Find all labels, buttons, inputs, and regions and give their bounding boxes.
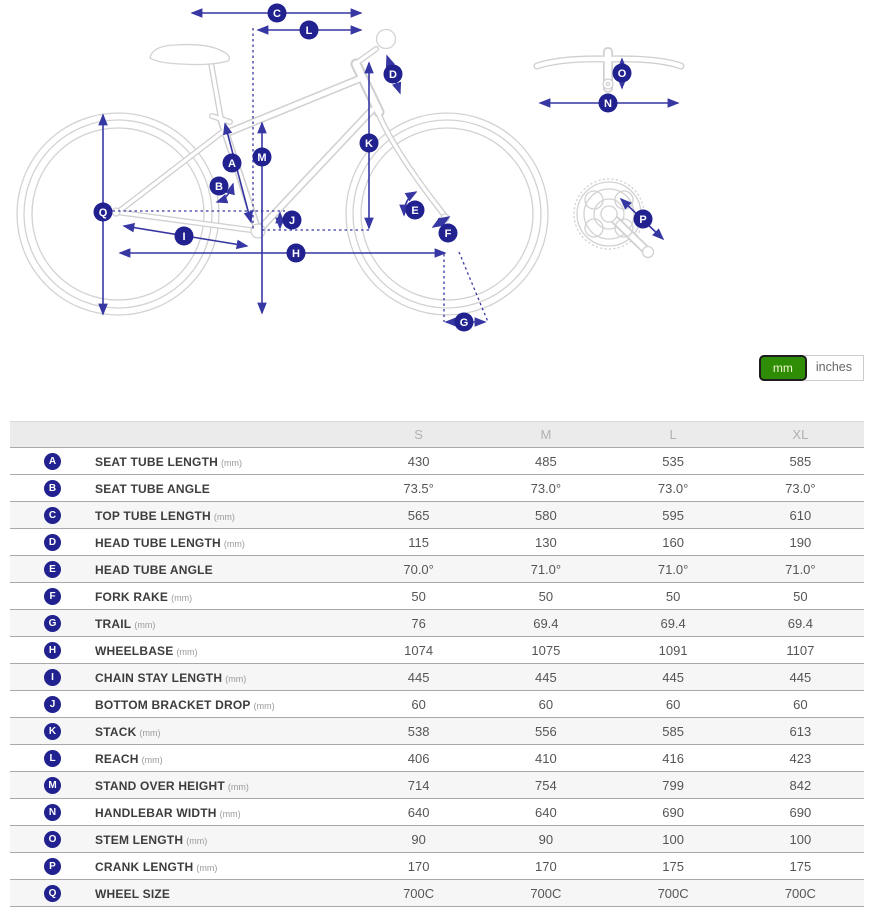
row-unit: (mm) [220, 457, 242, 468]
row-value-l: 700C [657, 885, 689, 901]
svg-text:H: H [292, 247, 300, 260]
row-value-l: 416 [662, 750, 684, 766]
row-letter-badge: A [44, 453, 61, 470]
row-value-xl: 613 [789, 723, 812, 739]
row-unit: (mm) [253, 700, 275, 711]
header-size-m: M [540, 427, 552, 442]
row-value-xl: 1107 [786, 642, 815, 658]
row-value-l: 71.0° [657, 561, 689, 577]
row-unit: (mm) [171, 592, 193, 603]
row-label: WHEEL SIZE [95, 886, 171, 901]
row-letter-badge: N [44, 804, 61, 821]
row-label: STACK [95, 724, 137, 739]
row-value-l: 585 [662, 723, 684, 739]
row-value-xl: 71.0° [785, 561, 816, 577]
row-value-xl: 69.4 [787, 615, 814, 631]
bike-sketch [17, 30, 681, 316]
row-value-m: 69.4 [533, 615, 559, 631]
row-value-xl: 100 [789, 831, 812, 847]
row-value-xl: 175 [789, 858, 812, 874]
row-label: HANDLEBAR WIDTH [95, 805, 217, 820]
table-row [10, 501, 864, 528]
row-label: REACH [95, 751, 139, 766]
row-unit: (mm) [219, 808, 241, 819]
row-value-l: 690 [662, 804, 684, 820]
row-value-s: 115 [408, 534, 429, 550]
row-letter-badge: J [44, 696, 61, 713]
row-value-l: 73.0° [657, 480, 689, 496]
row-letter-badge: M [44, 777, 61, 794]
table-row [10, 852, 864, 879]
row-value-s: 430 [407, 453, 430, 469]
svg-text:G: G [459, 316, 469, 329]
row-letter-badge: L [44, 750, 61, 767]
table-row [10, 690, 864, 717]
row-value-xl: 60 [793, 696, 808, 712]
row-label: SEAT TUBE LENGTH [95, 454, 218, 469]
row-value-l: 60 [665, 696, 681, 712]
row-label: FORK RAKE [95, 589, 169, 604]
row-value-xl: 700C [784, 885, 816, 901]
svg-text:A: A [228, 157, 236, 170]
saddle-sketch [150, 45, 229, 65]
row-value-xl: 423 [789, 750, 812, 766]
row-unit: (mm) [225, 673, 247, 684]
row-value-m: 50 [538, 588, 554, 604]
row-value-xl: 50 [793, 588, 808, 604]
row-label: HEAD TUBE ANGLE [95, 562, 213, 577]
row-label: HEAD TUBE LENGTH [95, 535, 221, 550]
svg-text:L: L [305, 24, 313, 37]
row-value-m: 640 [535, 804, 557, 820]
header-size-l: L [669, 427, 677, 442]
table-row [10, 663, 864, 690]
svg-text:O: O [617, 67, 627, 80]
row-label: STEM LENGTH [95, 832, 184, 847]
row-value-m: 73.0° [530, 480, 562, 496]
row-letter-badge: P [44, 858, 61, 875]
row-value-xl: 190 [789, 534, 812, 550]
header-size-s: S [414, 427, 423, 442]
row-unit: (mm) [141, 754, 163, 765]
row-value-s: 700C [403, 885, 435, 901]
svg-text:P: P [639, 213, 647, 226]
row-unit: (mm) [196, 862, 218, 873]
svg-text:I: I [182, 230, 186, 243]
table-row [10, 825, 864, 852]
row-value-l: 445 [662, 669, 684, 685]
table-header-row [10, 421, 864, 447]
row-value-s: 73.5° [403, 480, 434, 496]
svg-text:M: M [257, 151, 267, 164]
row-letter-badge: B [44, 480, 61, 497]
row-value-m: 700C [530, 885, 562, 901]
table-row [10, 528, 864, 555]
handlebar-grip-sketch [377, 30, 396, 49]
table-row [10, 744, 864, 771]
row-value-l: 100 [662, 831, 684, 847]
svg-text:N: N [604, 97, 612, 110]
row-unit: (mm) [134, 619, 156, 630]
svg-text:J: J [288, 214, 296, 227]
row-letter-badge: K [44, 723, 61, 740]
bike-geometry-diagram [0, 0, 875, 345]
row-value-l: 160 [662, 534, 684, 550]
row-value-l: 799 [662, 777, 684, 793]
row-label: TRAIL [95, 616, 132, 631]
row-label: BOTTOM BRACKET DROP [95, 697, 251, 712]
row-letter-badge: F [44, 588, 61, 605]
table-row [10, 447, 864, 474]
row-value-xl: 585 [789, 453, 812, 469]
row-value-l: 535 [662, 453, 684, 469]
geometry-table [10, 421, 864, 907]
row-value-m: 580 [535, 507, 557, 523]
svg-text:Q: Q [98, 206, 108, 219]
row-unit: (mm) [139, 727, 161, 738]
row-value-m: 754 [535, 777, 557, 793]
row-letter-badge: C [44, 507, 61, 524]
svg-text:C: C [273, 7, 281, 20]
row-value-s: 640 [407, 804, 430, 820]
row-value-l: 1091 [658, 642, 688, 658]
row-value-m: 410 [535, 750, 557, 766]
row-value-l: 50 [665, 588, 681, 604]
row-letter-badge: H [44, 642, 61, 659]
row-letter-badge: Q [44, 885, 61, 902]
row-unit: (mm) [223, 538, 245, 549]
row-letter-badge: E [44, 561, 61, 578]
svg-text:D: D [389, 68, 397, 81]
row-value-s: 714 [407, 777, 430, 793]
row-unit: (mm) [213, 511, 235, 522]
row-value-xl: 610 [789, 507, 812, 523]
units-inches-button[interactable]: inches [805, 355, 864, 381]
row-value-s: 565 [407, 507, 430, 523]
row-value-m: 60 [538, 696, 554, 712]
row-value-l: 175 [662, 858, 684, 874]
row-value-m: 445 [535, 669, 557, 685]
row-value-s: 76 [411, 615, 426, 631]
row-value-m: 1075 [531, 642, 561, 658]
svg-text:B: B [215, 180, 223, 193]
row-value-xl: 690 [789, 804, 812, 820]
row-label: TOP TUBE LENGTH [95, 508, 211, 523]
row-value-s: 170 [407, 858, 430, 874]
row-value-s: 1074 [404, 642, 434, 658]
header-size-xl: XL [792, 427, 809, 442]
row-label: STAND OVER HEIGHT [95, 778, 225, 793]
row-value-s: 538 [407, 723, 430, 739]
svg-text:K: K [365, 137, 373, 150]
row-value-m: 90 [538, 831, 554, 847]
row-value-s: 406 [407, 750, 430, 766]
row-value-l: 595 [662, 507, 684, 523]
row-letter-badge: G [44, 615, 61, 632]
row-letter-badge: O [44, 831, 61, 848]
table-row [10, 474, 864, 501]
row-value-m: 170 [535, 858, 557, 874]
table-row [10, 717, 864, 744]
row-label: SEAT TUBE ANGLE [95, 481, 211, 496]
units-mm-button[interactable]: mm [759, 355, 807, 381]
row-value-m: 556 [535, 723, 557, 739]
table-row [10, 609, 864, 636]
row-unit: (mm) [186, 835, 208, 846]
row-label: CHAIN STAY LENGTH [95, 670, 223, 685]
arrow-seat-tube-length [225, 124, 251, 222]
table-row [10, 798, 864, 825]
row-value-s: 445 [407, 669, 430, 685]
svg-text:E: E [411, 204, 419, 217]
row-value-s: 70.0° [403, 561, 434, 577]
row-letter-badge: D [44, 534, 61, 551]
table-row [10, 555, 864, 582]
row-letter-badge: I [44, 669, 61, 686]
row-value-m: 130 [535, 534, 557, 550]
handlebar-topview-sketch [537, 52, 681, 89]
row-unit: (mm) [227, 781, 249, 792]
table-row [10, 879, 864, 906]
row-unit: (mm) [176, 646, 198, 657]
row-value-s: 50 [411, 588, 426, 604]
row-value-s: 60 [411, 696, 426, 712]
units-toggle [759, 355, 864, 381]
svg-text:F: F [444, 227, 452, 240]
table-row [10, 771, 864, 798]
row-value-xl: 842 [789, 777, 812, 793]
row-value-m: 71.0° [530, 561, 562, 577]
row-label: WHEELBASE [95, 643, 174, 658]
table-row [10, 636, 864, 663]
row-value-xl: 445 [789, 669, 812, 685]
row-value-xl: 73.0° [785, 480, 816, 496]
row-value-l: 69.4 [660, 615, 686, 631]
row-value-m: 485 [535, 453, 557, 469]
row-value-s: 90 [411, 831, 426, 847]
row-label: CRANK LENGTH [95, 859, 194, 874]
table-row [10, 582, 864, 609]
